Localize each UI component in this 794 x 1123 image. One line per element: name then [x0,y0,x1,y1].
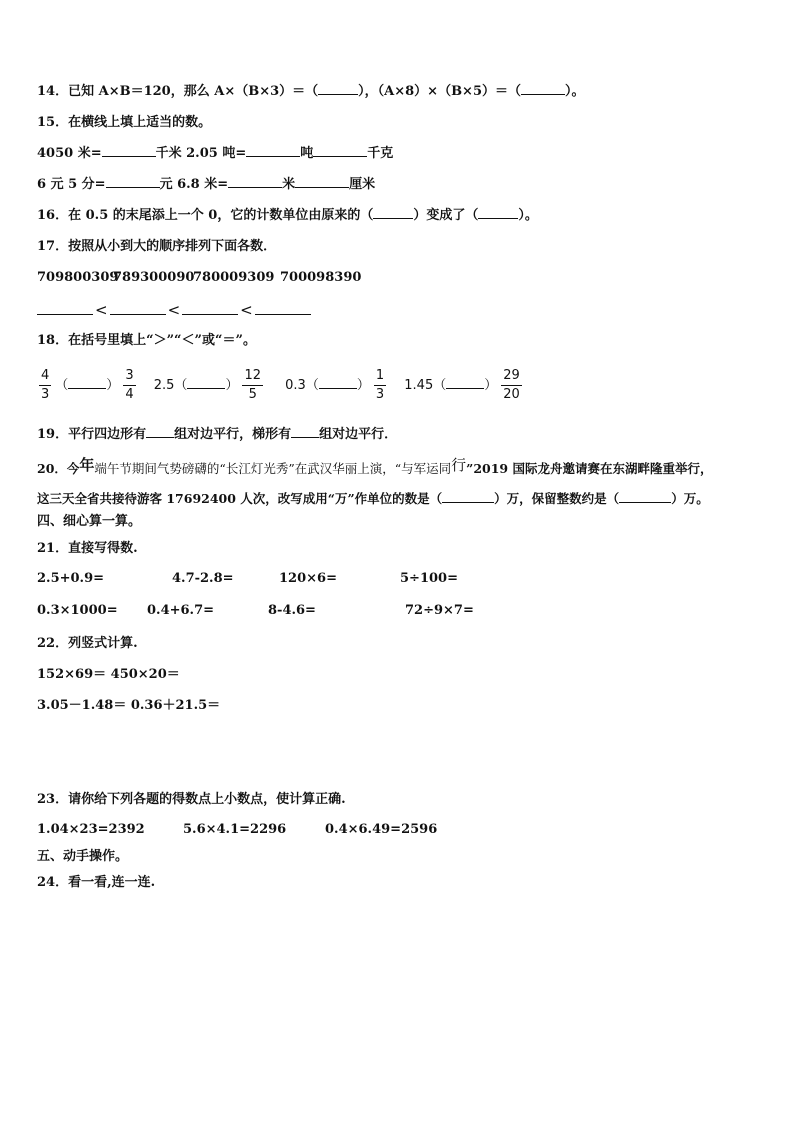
less-than-3: < [240,301,253,319]
q15-row1-d: 千克 [367,146,394,161]
q23-item-3: 0.4×6.49=2596 [325,822,438,837]
q19-blank-2[interactable] [291,437,319,438]
q18-blank-1[interactable] [68,388,106,389]
q17-blank-1[interactable] [37,314,93,315]
q15-blank-m[interactable] [228,187,282,188]
q22-row-1: 152×69＝ 450×20＝ [37,667,180,682]
q21-item-8: 72÷9×7= [405,603,474,618]
q20-line1-c: ”2019 国际龙舟邀请赛在东湖畔隆重举行， [466,461,713,476]
q20-line2-b: ）万，保留整数约是（ [494,491,620,506]
q21-item-4: 5÷100= [400,571,458,586]
q20-raised-xing: 行 [451,456,467,474]
q15-blank-ton[interactable] [246,156,300,157]
q18-blank-4[interactable] [446,388,484,389]
q21-item-5: 0.3×1000= [37,603,118,618]
q21-title: 21．直接写得数. [37,541,138,556]
q21-item-2: 4.7-2.8= [172,571,234,586]
question-19 [37,426,397,444]
q17-number-4: 700098390 [280,270,362,285]
q15-row-1 [37,145,393,163]
q17-blank-4[interactable] [255,314,311,315]
question-20-line-2 [37,490,709,508]
less-than-2: < [167,301,181,319]
question-20-line-1 [37,456,713,478]
q18-blank-2[interactable] [187,388,225,389]
q15-row1-b: 千米 2.05 吨= [155,146,247,161]
q15-row1-a: 4050 米= [37,146,102,161]
fraction-4-3: $\frac{4}{3}$ [41,368,50,402]
q19-blank-1[interactable] [146,437,174,438]
question-14 [37,83,585,101]
q19-text-b: 组对边平行，梯形有 [174,427,292,442]
q20-line1-a: 20．今 [37,461,80,476]
q18-blank-3[interactable] [319,388,357,389]
question-16 [37,207,538,225]
q18-value-2-5: 2.5 [153,378,175,393]
q16-text-b: ）变成了（ [413,208,479,223]
q20-line2-c: ）万。 [671,491,709,506]
fraction-12-5: $\frac{12}{5}$ [244,368,261,402]
q15-row1-c: 吨 [300,146,314,161]
q16-blank-2[interactable] [478,218,518,219]
fraction-29-20: $\frac{29}{20}$ [503,368,520,402]
q14-text-a: 14．已知 A×B＝120，那么 A×（B×3）＝（ [37,84,319,99]
q18-title: 18．在括号里填上“＞”“＜”或“＝”。 [37,333,256,348]
q17-number-1: 709800309 [37,270,119,285]
q14-blank-1[interactable] [318,94,358,95]
q17-number-2: 789300090 [113,270,195,285]
q21-item-1: 2.5+0.9= [37,571,105,586]
q24-title: 24．看一看,连一连. [37,875,156,890]
q16-text-a: 16．在 0.5 的末尾添上一个 0，它的计数单位由原来的（ [37,208,374,223]
q20-line1-b: 端午节期间气势磅礴的“长江灯光秀”在武汉华丽上演，“与军运同 [94,461,452,476]
q21-item-7: 8-4.6= [268,603,316,618]
q20-blank-1[interactable] [442,502,494,503]
q19-text-a: 19．平行四边形有 [37,427,147,442]
q23-title: 23．请你给下列各题的得数点上小数点，使计算正确. [37,792,346,807]
q18-value-0-3: 0.3 [285,378,306,393]
fraction-3-4: $\frac{3}{4}$ [125,368,134,402]
less-than-1: < [95,301,108,319]
q21-item-3: 120×6= [279,571,337,586]
q17-order-row [37,301,311,321]
q15-row2-b: 元 6.8 米= [159,177,229,192]
q15-blank-kg[interactable] [313,156,367,157]
q15-row2-a: 6 元 5 分= [37,177,106,192]
q17-blank-2[interactable] [110,314,166,315]
q20-raised-year: 年 [79,456,95,474]
q14-blank-2[interactable] [521,94,565,95]
q18-comparisons: $\frac{4}{3}$ （ ） $\frac{3}{4}$ 2.5（ ） $\frac{12}{5}$ 0.3（ ） $\frac{1}{3}$ 1.45（ ） $\frac{29}{20}$ [41,368,520,402]
q20-blank-2[interactable] [619,502,671,503]
q15-blank-km[interactable] [102,156,156,157]
section-4-heading: 四、细心算一算。 [37,514,142,529]
q17-blank-3[interactable] [182,314,238,315]
q22-title: 22．列竖式计算. [37,636,138,651]
q15-row2-d: 厘米 [349,177,376,192]
q14-text-c: ）。 [565,84,585,99]
q15-title: 15．在横线上填上适当的数。 [37,115,212,130]
q15-row2-c: 米 [282,177,296,192]
q18-value-1-45: 1.45 [404,378,434,393]
q23-item-2: 5.6×4.1=2296 [183,822,287,837]
q16-text-c: ）。 [518,208,538,223]
q15-blank-cm[interactable] [295,187,349,188]
q21-item-6: 0.4+6.7= [147,603,215,618]
q22-row-2: 3.05－1.48＝ 0.36＋21.5＝ [37,698,221,713]
q15-blank-yuan[interactable] [106,187,160,188]
section-5-heading: 五、动手操作。 [37,849,129,864]
fraction-1-3: $\frac{1}{3}$ [375,368,385,402]
q20-line2-a: 这三天全省共接待游客 17692400 人次，改写成用“万”作单位的数是（ [37,491,443,506]
q14-text-b: ），（A×8）×（B×5）＝（ [358,84,521,99]
q19-text-c: 组对边平行． [319,427,398,442]
q23-item-1: 1.04×23=2392 [37,822,145,837]
q17-title: 17．按照从小到大的顺序排列下面各数． [37,239,277,254]
q17-number-3: 780009309 [193,270,275,285]
q16-blank-1[interactable] [373,218,413,219]
q15-row-2 [37,176,375,194]
